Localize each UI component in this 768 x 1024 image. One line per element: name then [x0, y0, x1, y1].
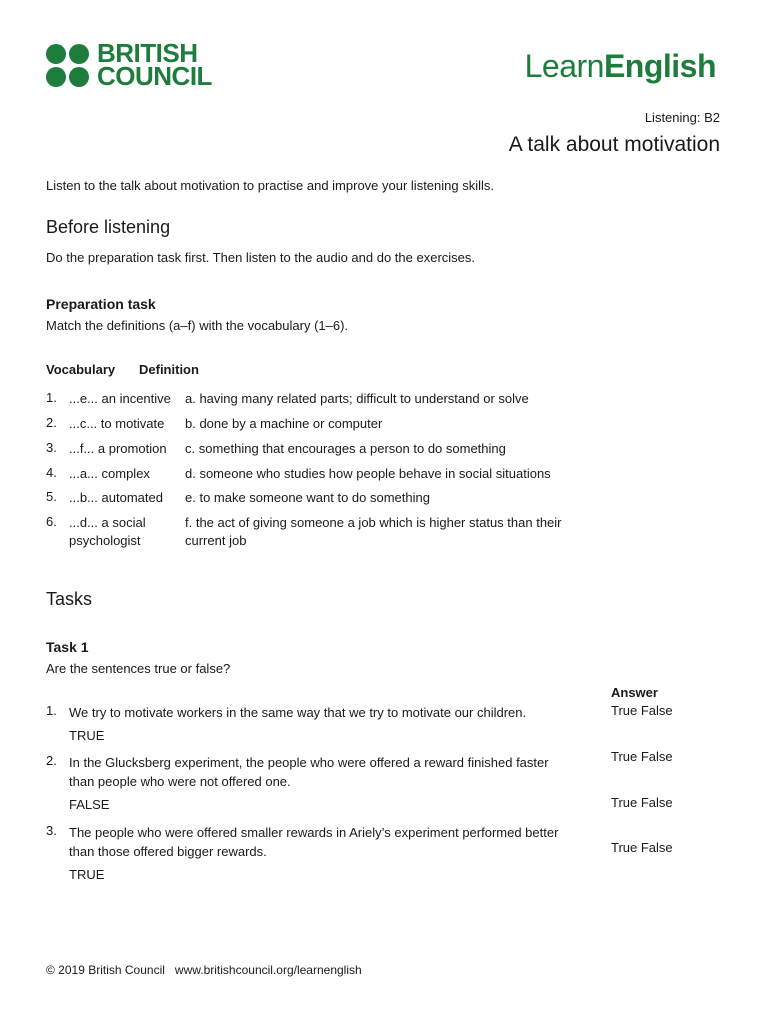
question-text: The people who were offered smaller rewards in Ariely’s experiment performed better than those offered bigger rewards.: [69, 825, 559, 859]
logo-line-2: COUNCIL: [97, 61, 212, 91]
before-listening-heading: Before listening: [46, 217, 171, 237]
vocab-definition: d. someone who studies how people behave in social situations: [185, 466, 551, 481]
true-false-option[interactable]: True False: [611, 795, 673, 810]
vocab-word: ...f... a promotion: [69, 441, 167, 456]
question-answer: FALSE: [69, 797, 110, 812]
question-text: In the Glucksberg experiment, the people who were offered a reward finished faster than people who were not offered one.: [69, 755, 549, 789]
vocabulary-column-header: Vocabulary: [46, 362, 116, 377]
question-answer: TRUE: [69, 867, 105, 882]
question-text: We try to motivate workers in the same way that we try to motivate our children.: [69, 705, 527, 720]
vocab-number: 6.: [46, 514, 57, 529]
preparation-instruction: Match the definitions (a–f) with the vocabulary (1–6).: [46, 318, 349, 333]
vocab-word: ...e... an incentive: [69, 391, 171, 406]
vocab-number: 1.: [46, 390, 57, 405]
true-false-option[interactable]: True False: [611, 749, 673, 764]
vocab-number: 5.: [46, 489, 57, 504]
learnenglish-logo: [525, 48, 716, 85]
task1-instruction: Are the sentences true or false?: [46, 661, 231, 676]
preparation-heading: Preparation task: [46, 296, 156, 312]
answer-column-header: Answer: [611, 685, 658, 700]
vocab-word: ...b... automated: [69, 490, 163, 505]
page-footer: [46, 963, 362, 977]
level-label: Listening: B2: [644, 110, 720, 125]
logo-line-1: BRITISH: [97, 38, 198, 68]
brand-learn: Learn: [524, 48, 604, 84]
vocab-definition: c. something that encourages a person to do something: [185, 441, 506, 456]
british-council-logo: [46, 38, 212, 91]
vocab-definition: f. the act of giving someone a job which is higher status than their current job: [185, 515, 562, 548]
vocab-word: ...c... to motivate: [69, 416, 165, 431]
true-false-option[interactable]: True False: [611, 703, 673, 718]
question-number: 2.: [46, 753, 57, 768]
vocab-number: 4.: [46, 465, 57, 480]
question-answer: TRUE: [69, 728, 105, 743]
british-council-dots-icon: [46, 44, 89, 87]
question-number: 1.: [46, 703, 57, 718]
intro-text: Listen to the talk about motivation to practise and improve your listening skills.: [46, 178, 495, 193]
footer-url-link[interactable]: www.britishcouncil.org/learnenglish: [174, 963, 362, 977]
vocab-number: 2.: [46, 415, 57, 430]
vocab-definition: b. done by a machine or computer: [185, 416, 383, 431]
vocab-number: 3.: [46, 440, 57, 455]
question-number: 3.: [46, 823, 57, 838]
vocab-word: ...a... complex: [69, 466, 150, 481]
vocab-word: ...d... a social psychologist: [69, 515, 146, 548]
tasks-heading: Tasks: [46, 589, 93, 609]
definition-column-header: Definition: [139, 362, 199, 377]
true-false-option[interactable]: True False: [611, 840, 673, 855]
brand-english: English: [603, 48, 716, 84]
task1-heading: Task 1: [46, 639, 89, 655]
copyright-text: © 2019 British Council: [46, 963, 165, 977]
before-listening-text: Do the preparation task first. Then listen to the audio and do the exercises.: [46, 250, 476, 265]
vocab-definition: a. having many related parts; difficult to understand or solve: [185, 391, 529, 406]
vocab-definition: e. to make someone want to do something: [185, 490, 430, 505]
page-title: A talk about motivation: [508, 133, 720, 156]
